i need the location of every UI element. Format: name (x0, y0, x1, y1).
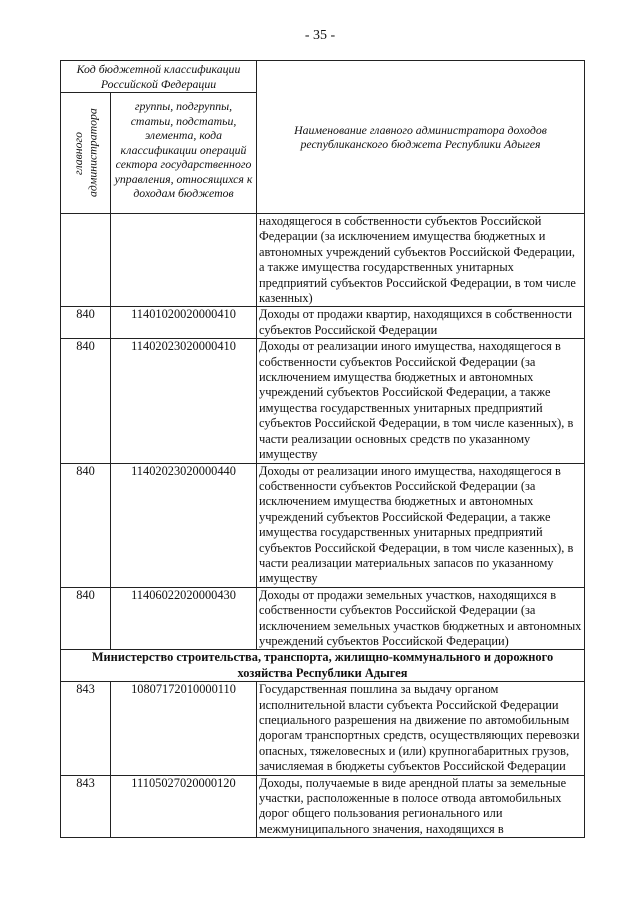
groups-column-header: группы, подгруппы, статьи, подстатьи, элемента, кода классификации операций сектора государственного управления, относящихся к доходам бюджетов (111, 93, 257, 214)
revenue-description-cell: Доходы, получаемые в виде арендной платы за земельные участки, расположенные в полосе отвода автомобильных дорог общего пользования регионального или межмуниципального значения, находящихся в (257, 775, 585, 838)
admin-code-cell: 843 (61, 682, 111, 775)
admin-column-header: главного администратора (71, 108, 100, 198)
revenue-description-cell: находящегося в собственности субъектов Российской Федерации (за исключением имущества бюджетных и автономных учреждений субъектов Российской Федерации, а также имущества государственных унитарных предприятий субъектов Российской Федерации, в том числе казенных) (257, 214, 585, 307)
admin-code-cell: 840 (61, 587, 111, 650)
table-row (61, 682, 585, 775)
classification-code-cell (111, 214, 257, 307)
classification-code-cell: 11402023020000440 (111, 463, 257, 587)
admin-code-cell: 840 (61, 339, 111, 463)
admin-code-cell (61, 214, 111, 307)
table-row (61, 339, 585, 463)
revenue-description-cell: Государственная пошлина за выдачу органом исполнительной власти субъекта Российской Федерации специального разрешения на движение по автомобильным дорогам транспортных средств, осуществляющих перевозки опасных, тяжеловесных и (или) крупногабаритных грузов, зачисляемая в бюджеты субъектов Российской Федерации (257, 682, 585, 775)
section-row (61, 650, 585, 682)
table-row (61, 587, 585, 650)
budget-classification-table (60, 60, 585, 838)
header-row-top (61, 61, 585, 93)
revenue-description-cell: Доходы от продажи квартир, находящихся в собственности субъектов Российской Федерации (257, 307, 585, 339)
page-number: - 35 - (304, 28, 336, 43)
admin-code-cell: 840 (61, 307, 111, 339)
table-row (61, 463, 585, 587)
revenue-description-cell: Доходы от продажи земельных участков, находящихся в собственности субъектов Российской Федерации (за исключением земельных участков бюджетных и автономных учреждений субъектов Российской Федерации) (257, 587, 585, 650)
admin-code-cell: 840 (61, 463, 111, 587)
admin-code-cell: 843 (61, 775, 111, 838)
classification-code-cell: 10807172010000110 (111, 682, 257, 775)
revenue-description-cell: Доходы от реализации иного имущества, находящегося в собственности субъектов Российской Федерации (за исключением имущества бюджетных и автономных учреждений субъектов Российской Федерации, а также имущества государственных унитарных предприятий субъектов Российской Федерации, в том числе казенных), в части реализации материальных запасов по указанному имуществу (257, 463, 585, 587)
table-row (61, 775, 585, 838)
admin-column-header-cell (61, 93, 111, 214)
ministry-section-title: Министерство строительства, транспорта, жилищно-коммунального и дорожного хозяйства Республики Адыгея (61, 650, 585, 682)
table-row (61, 307, 585, 339)
classification-code-cell: 11105027020000120 (111, 775, 257, 838)
table-row (61, 214, 585, 307)
revenue-description-cell: Доходы от реализации иного имущества, находящегося в собственности субъектов Российской Федерации (за исключением имущества бюджетных и автономных учреждений субъектов Российской Федерации, а также имущества государственных унитарных предприятий субъектов Российской Федерации, в том числе казенных), в части реализации основных средств по указанному имуществу (257, 339, 585, 463)
classification-code-cell: 11401020020000410 (111, 307, 257, 339)
classification-header: Код бюджетной классификации Российской Федерации (61, 61, 257, 93)
classification-code-cell: 11402023020000410 (111, 339, 257, 463)
classification-code-cell: 11406022020000430 (111, 587, 257, 650)
administrator-name-header: Наименование главного администратора доходов республиканского бюджета Республики Адыгея (257, 61, 585, 214)
